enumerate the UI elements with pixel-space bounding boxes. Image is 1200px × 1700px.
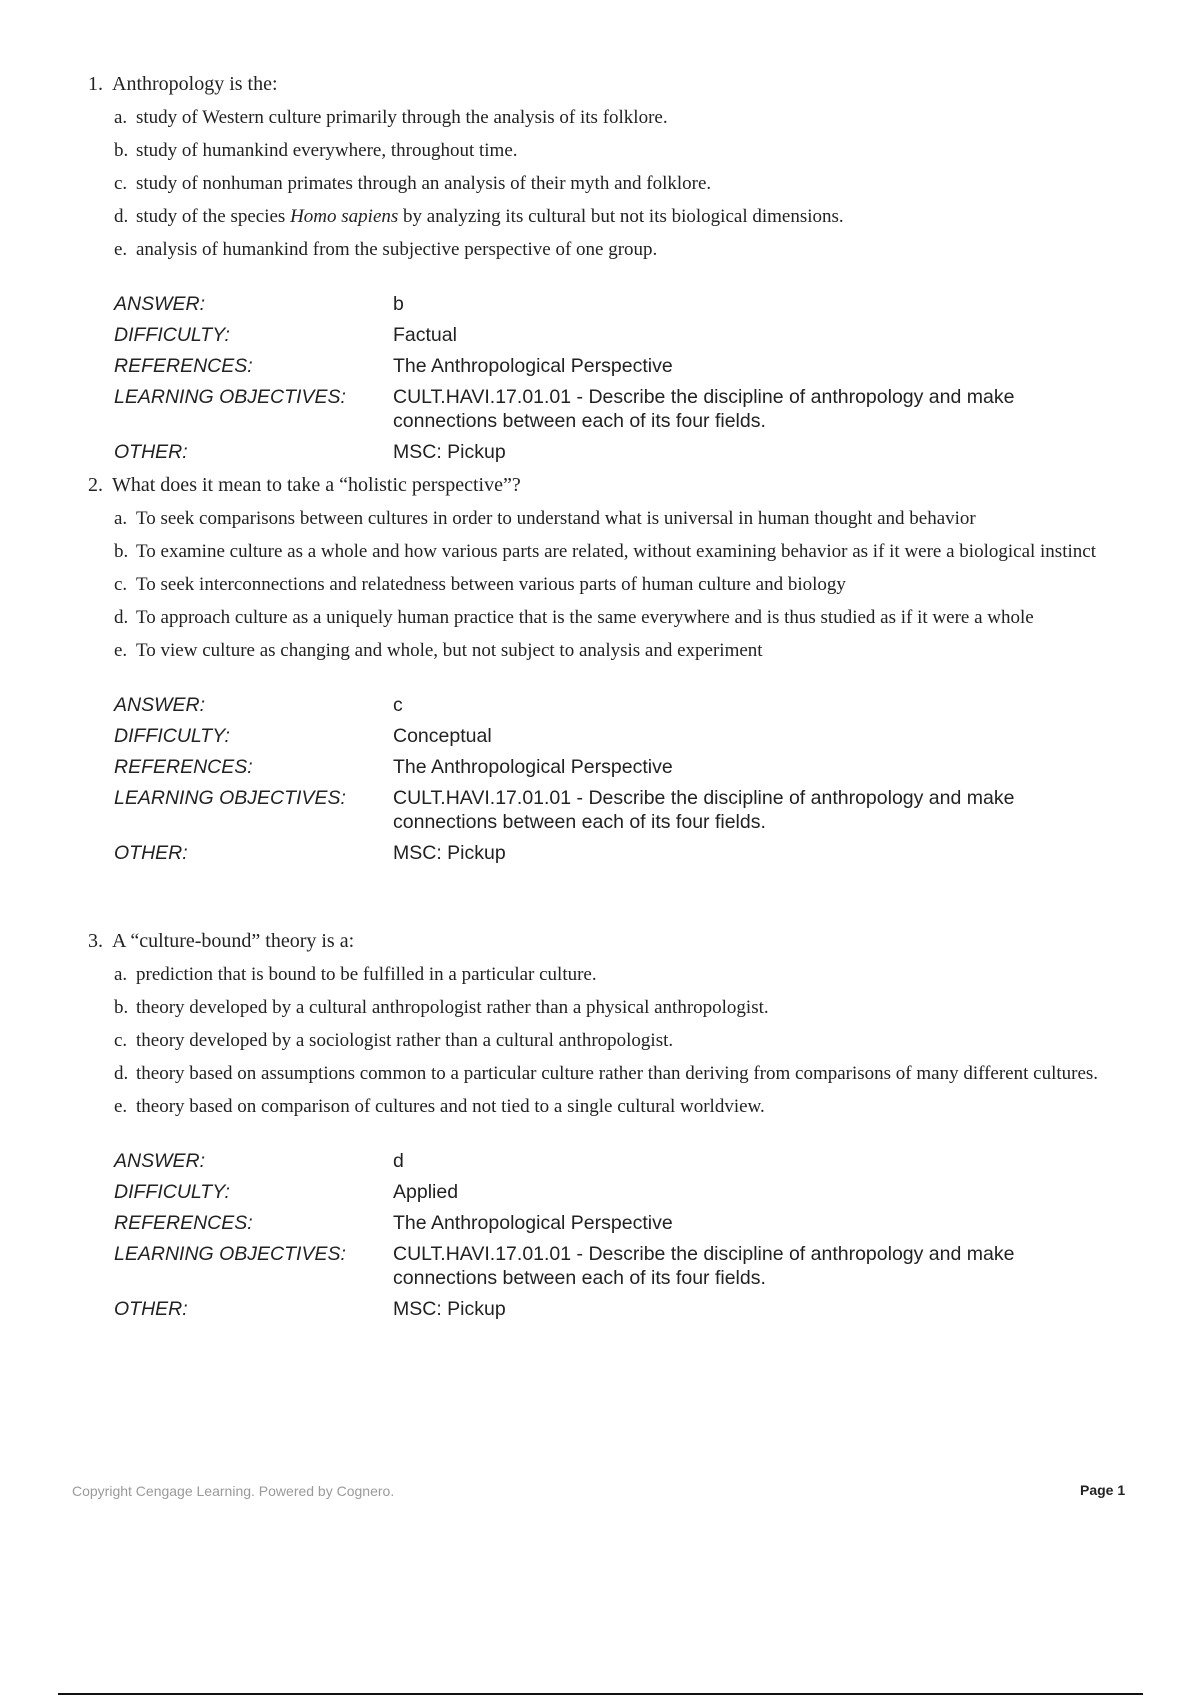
answer-row <box>114 292 1118 316</box>
other-row <box>114 1297 1118 1321</box>
choice-text: To view culture as changing and whole, but not subject to analysis and experiment <box>136 640 763 661</box>
question-stem <box>88 473 1118 497</box>
question-number: 3. <box>88 930 103 952</box>
choice-c <box>88 171 1118 196</box>
choice-text: To seek comparisons between cultures in order to understand what is universal in human thought and behavior <box>136 508 976 529</box>
objectives-value: CULT.HAVI.17.01.01 - Describe the discipline of anthropology and make connections between each of its four fields. <box>393 386 1015 432</box>
question-1 <box>88 72 1118 471</box>
difficulty-row <box>114 724 1118 748</box>
objectives-value: CULT.HAVI.17.01.01 - Describe the discipline of anthropology and make connections between each of its four fields. <box>393 787 1015 833</box>
references-label: REFERENCES: <box>114 1212 253 1234</box>
choice-letter: a. <box>114 508 128 529</box>
objectives-row <box>114 1242 1118 1290</box>
references-value: The Anthropological Perspective <box>393 1212 673 1234</box>
objectives-label: LEARNING OBJECTIVES: <box>114 787 346 809</box>
references-value: The Anthropological Perspective <box>393 355 673 377</box>
choice-c <box>88 1028 1118 1053</box>
choice-d <box>88 605 1118 630</box>
choice-letter: a. <box>114 964 128 985</box>
references-row <box>114 755 1118 779</box>
question-text: Anthropology is the: <box>112 73 278 95</box>
footer-copyright: Copyright Cengage Learning. Powered by Cognero. <box>72 1483 395 1499</box>
references-row <box>114 354 1118 378</box>
difficulty-value: Applied <box>393 1181 459 1203</box>
choice-letter: d. <box>114 206 129 227</box>
other-value: MSC: Pickup <box>393 441 506 463</box>
bottom-divider <box>58 1693 1143 1695</box>
choice-text: analysis of humankind from the subjective perspective of one group. <box>136 239 658 260</box>
choice-text: study of nonhuman primates through an analysis of their myth and folklore. <box>136 173 712 194</box>
references-row <box>114 1211 1118 1235</box>
choice-d <box>88 1061 1118 1086</box>
question-stem <box>88 72 1118 96</box>
choice-e <box>88 237 1118 262</box>
question-number: 1. <box>88 73 103 95</box>
answer-value: d <box>393 1150 404 1172</box>
choice-text: theory developed by a sociologist rather than a cultural anthropologist. <box>136 1030 674 1051</box>
choice-a <box>88 506 1118 531</box>
choice-list <box>88 962 1118 1119</box>
objectives-value: CULT.HAVI.17.01.01 - Describe the discipline of anthropology and make connections between each of its four fields. <box>393 1243 1015 1289</box>
difficulty-label: DIFFICULTY: <box>114 324 230 346</box>
answer-value: c <box>393 694 403 716</box>
objectives-label: LEARNING OBJECTIVES: <box>114 386 346 408</box>
answer-label: ANSWER: <box>114 1150 206 1172</box>
choice-text-after: by analyzing its cultural but not its biological dimensions. <box>398 206 844 227</box>
choice-text: To seek interconnections and relatedness between various parts of human culture and biology <box>136 574 846 595</box>
choice-letter: e. <box>114 640 128 661</box>
answer-value: b <box>393 293 404 315</box>
objectives-label: LEARNING OBJECTIVES: <box>114 1243 346 1265</box>
difficulty-label: DIFFICULTY: <box>114 725 230 747</box>
difficulty-row <box>114 1180 1118 1204</box>
references-value: The Anthropological Perspective <box>393 756 673 778</box>
difficulty-value: Conceptual <box>393 725 492 747</box>
choice-text: theory developed by a cultural anthropologist rather than a physical anthropologist. <box>136 997 769 1018</box>
answer-label: ANSWER: <box>114 694 206 716</box>
question-number: 2. <box>88 474 103 496</box>
choice-text-italic: Homo sapiens <box>290 206 399 227</box>
choice-list <box>88 506 1118 663</box>
other-label: OTHER: <box>114 1298 188 1320</box>
choice-b <box>88 539 1118 564</box>
objectives-row <box>114 786 1118 834</box>
answer-metadata <box>114 1149 1118 1321</box>
difficulty-row <box>114 323 1118 347</box>
choice-b <box>88 995 1118 1020</box>
choice-e <box>88 1094 1118 1119</box>
choice-letter: b. <box>114 997 129 1018</box>
choice-a <box>88 962 1118 987</box>
choice-b <box>88 138 1118 163</box>
choice-letter: c. <box>114 574 128 595</box>
difficulty-value: Factual <box>393 324 457 346</box>
choice-letter: c. <box>114 173 128 194</box>
choice-text-before: study of the species <box>136 206 291 227</box>
answer-row <box>114 693 1118 717</box>
choice-text: To approach culture as a uniquely human practice that is the same everywhere and is thus studied as if it were a whole <box>136 607 1034 628</box>
answer-label: ANSWER: <box>114 293 206 315</box>
other-value: MSC: Pickup <box>393 842 506 864</box>
choice-a <box>88 105 1118 130</box>
other-label: OTHER: <box>114 842 188 864</box>
choice-list <box>88 105 1118 262</box>
question-3 <box>88 929 1118 1328</box>
choice-text: theory based on assumptions common to a particular culture rather than deriving from comparisons of many different cultures. <box>136 1063 1099 1084</box>
answer-row <box>114 1149 1118 1173</box>
references-label: REFERENCES: <box>114 756 253 778</box>
choice-text: theory based on comparison of cultures and not tied to a single cultural worldview. <box>136 1096 765 1117</box>
choice-letter: b. <box>114 541 129 562</box>
question-text: What does it mean to take a “holistic perspective”? <box>112 474 521 496</box>
choice-letter: b. <box>114 140 129 161</box>
choice-letter: d. <box>114 607 129 628</box>
choice-c <box>88 572 1118 597</box>
choice-letter: c. <box>114 1030 128 1051</box>
choice-letter: a. <box>114 107 128 128</box>
references-label: REFERENCES: <box>114 355 253 377</box>
choice-text: study of Western culture primarily through the analysis of its folklore. <box>136 107 668 128</box>
question-2 <box>88 473 1118 872</box>
other-value: MSC: Pickup <box>393 1298 506 1320</box>
choice-d <box>88 204 1118 229</box>
choice-letter: e. <box>114 239 128 260</box>
other-label: OTHER: <box>114 441 188 463</box>
choice-e <box>88 638 1118 663</box>
question-text: A “culture-bound” theory is a: <box>112 930 355 952</box>
other-row <box>114 440 1118 464</box>
other-row <box>114 841 1118 865</box>
choice-text: prediction that is bound to be fulfilled in a particular culture. <box>136 964 597 985</box>
answer-metadata <box>114 693 1118 865</box>
difficulty-label: DIFFICULTY: <box>114 1181 230 1203</box>
question-stem <box>88 929 1118 953</box>
page-number: Page 1 <box>1080 1482 1126 1498</box>
choice-text: study of humankind everywhere, throughout time. <box>136 140 518 161</box>
answer-metadata <box>114 292 1118 464</box>
choice-letter: e. <box>114 1096 128 1117</box>
choice-letter: d. <box>114 1063 129 1084</box>
choice-text: To examine culture as a whole and how various parts are related, without examining behavior as if it were a biological instinct <box>136 541 1096 562</box>
objectives-row <box>114 385 1118 433</box>
